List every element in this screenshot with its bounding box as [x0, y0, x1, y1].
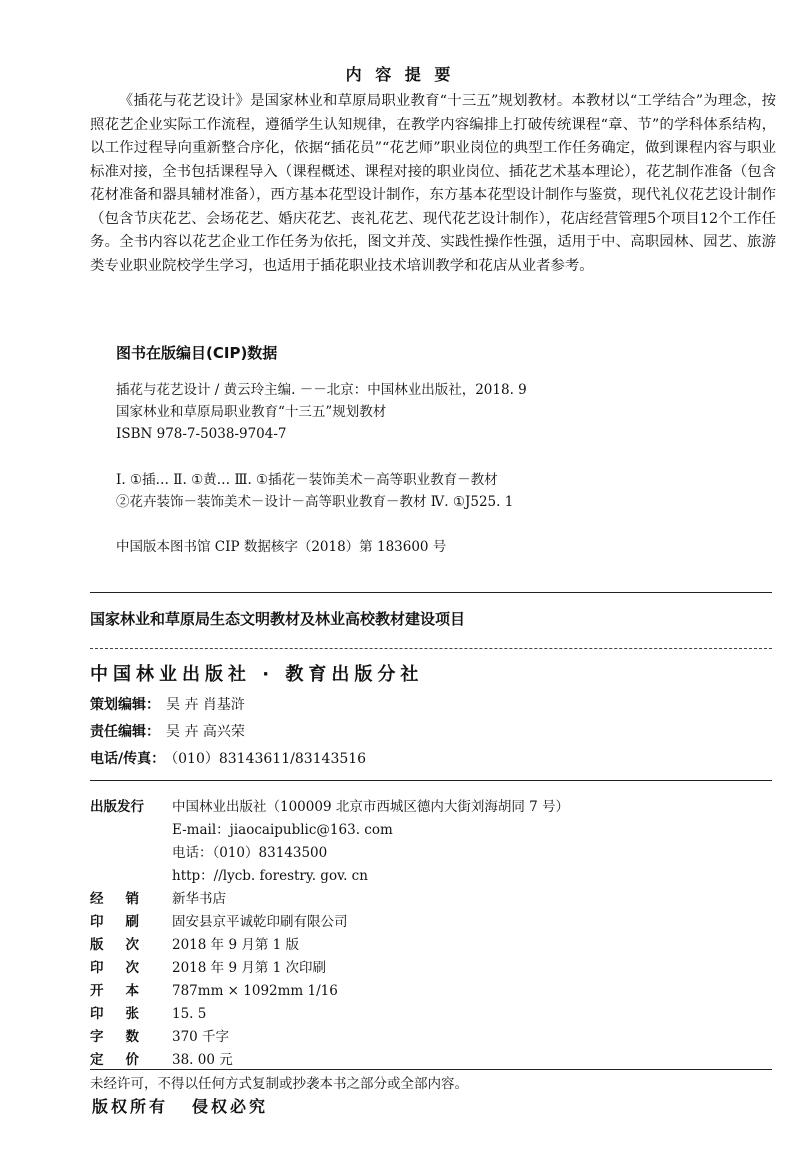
publisher-phone-value: 电话：（010）83143500 [172, 845, 328, 861]
printer-value: 固安县京平诚乾印刷有限公司 [172, 914, 348, 930]
price-row [90, 1048, 233, 1068]
printer-label: 印刷 [90, 914, 161, 930]
planning-editor-label: 策划编辑： [90, 697, 160, 713]
responsible-editor-label: 责任编辑： [90, 724, 160, 740]
phone-fax-label: 电话/传真： [90, 751, 166, 767]
email-value: E-mail：jiaocaipublic@163. com [172, 822, 393, 838]
summary-text: 《插花与花艺设计》是国家林业和草原局职业教育“十三五”规划教材。本教材以“工学结合”为理念，按照花艺企业实际工作流程，遵循学生认知规律，在教学内容编排上打破传统课程“章、节”的学科体系结构，以工作过程导向重新整合序化，依据“插花员”“花艺师”职业岗位的典型工作任务确定，做到课程内容与职业标准对接，全书包括课程导入（课程概述、课程对接的职业岗位、插花艺术基本理论），花艺制作准备（包含花材准备和器具辅材准备），西方基本花型设计制作，东方基本花型设计制作与鉴赏，现代礼仪花艺设计制作（包含节庆花艺、会场花艺、婚庆花艺、丧礼花艺、现代花艺设计制作），花店经营管理5个项目12个工作任务。全书内容以花艺企业工作任务为依托，图文并茂、实践性操作性强，适用于中、高职园林、园艺、旅游类专业职业院校学生学习，也适用于插花职业技术培训教学和花店从业者参考。 [90, 93, 776, 274]
price-label: 定价 [90, 1052, 161, 1068]
summary-section [90, 90, 776, 278]
impression-row [90, 956, 326, 976]
word-count-label: 字数 [90, 1029, 161, 1045]
cip-series-line: 国家林业和草原局职业教育“十三五”规划教材 [116, 404, 387, 420]
printer-row [90, 910, 348, 930]
issuer-label: 出版发行 [90, 799, 144, 815]
planning-editor-row [90, 694, 245, 714]
copy-notice: 未经许可，不得以任何方式复制或抄袭本书之部分或全部内容。 [90, 1076, 468, 1092]
distributor-value: 新华书店 [172, 891, 226, 907]
responsible-editor-row [90, 721, 245, 741]
phone-fax-row [90, 748, 366, 768]
distributor-label: 经销 [90, 891, 161, 907]
publisher-phone-row [90, 841, 327, 861]
sheets-row [90, 1002, 206, 1022]
cip-title-line: 插花与花艺设计 / 黄云玲主编. －－北京：中国林业出版社，2018. 9 [116, 382, 527, 398]
infringement-notice: 侵权必究 [192, 1097, 269, 1116]
website-row [90, 864, 368, 884]
distributor-row [90, 887, 226, 907]
sheets-label: 印张 [90, 1006, 161, 1022]
format-row [90, 979, 338, 999]
cip-heading: 图书在版编目(CIP)数据 [116, 344, 278, 362]
impression-value: 2018 年 9 月第 1 次印刷 [172, 960, 326, 976]
issuer-row [90, 795, 569, 815]
cip-classification-line-2: ②花卉装饰－装饰美术－设计－高等职业教育－教材 Ⅳ. ①J525. 1 [116, 494, 514, 510]
word-count-value: 370 千字 [172, 1029, 230, 1045]
planning-editor-value: 吴 卉 肖基浒 [166, 697, 245, 713]
edition-row [90, 933, 299, 953]
website-value: http：//lycb. forestry. gov. cn [172, 868, 368, 884]
price-value: 38. 00 元 [172, 1052, 233, 1068]
divider [90, 1069, 772, 1070]
email-row [90, 818, 393, 838]
project-title: 国家林业和草原局生态文明教材及林业高校教材建设项目 [90, 610, 466, 628]
cip-classification-line-1: Ⅰ. ①插… Ⅱ. ①黄… Ⅲ. ①插花－装饰美术－高等职业教育－教材 [116, 472, 498, 488]
cip-number-line: 中国版本图书馆 CIP 数据核字（2018）第 183600 号 [116, 539, 447, 555]
edition-label: 版次 [90, 937, 161, 953]
cip-isbn-line: ISBN 978-7-5038-9704-7 [116, 426, 287, 442]
dashed-divider [90, 648, 772, 649]
edition-value: 2018 年 9 月第 1 版 [172, 937, 299, 953]
responsible-editor-value: 吴 卉 高兴荣 [166, 724, 245, 740]
rights-reserved: 版权所有 [92, 1097, 169, 1116]
divider [90, 592, 772, 593]
format-value: 787mm × 1092mm 1/16 [172, 983, 338, 999]
publisher-name: 中国林业出版社 · 教育出版分社 [90, 664, 424, 685]
phone-fax-value: （010）83143611/83143516 [171, 751, 367, 767]
copyright-statement [92, 1094, 292, 1117]
divider [90, 780, 772, 781]
summary-title: 内 容 提 要 [345, 65, 455, 84]
impression-label: 印次 [90, 960, 161, 976]
format-label: 开本 [90, 983, 161, 999]
issuer-value: 中国林业出版社（100009 北京市西城区德内大街刘海胡同 7 号） [172, 799, 569, 815]
sheets-value: 15. 5 [172, 1006, 207, 1022]
word-count-row [90, 1025, 229, 1045]
